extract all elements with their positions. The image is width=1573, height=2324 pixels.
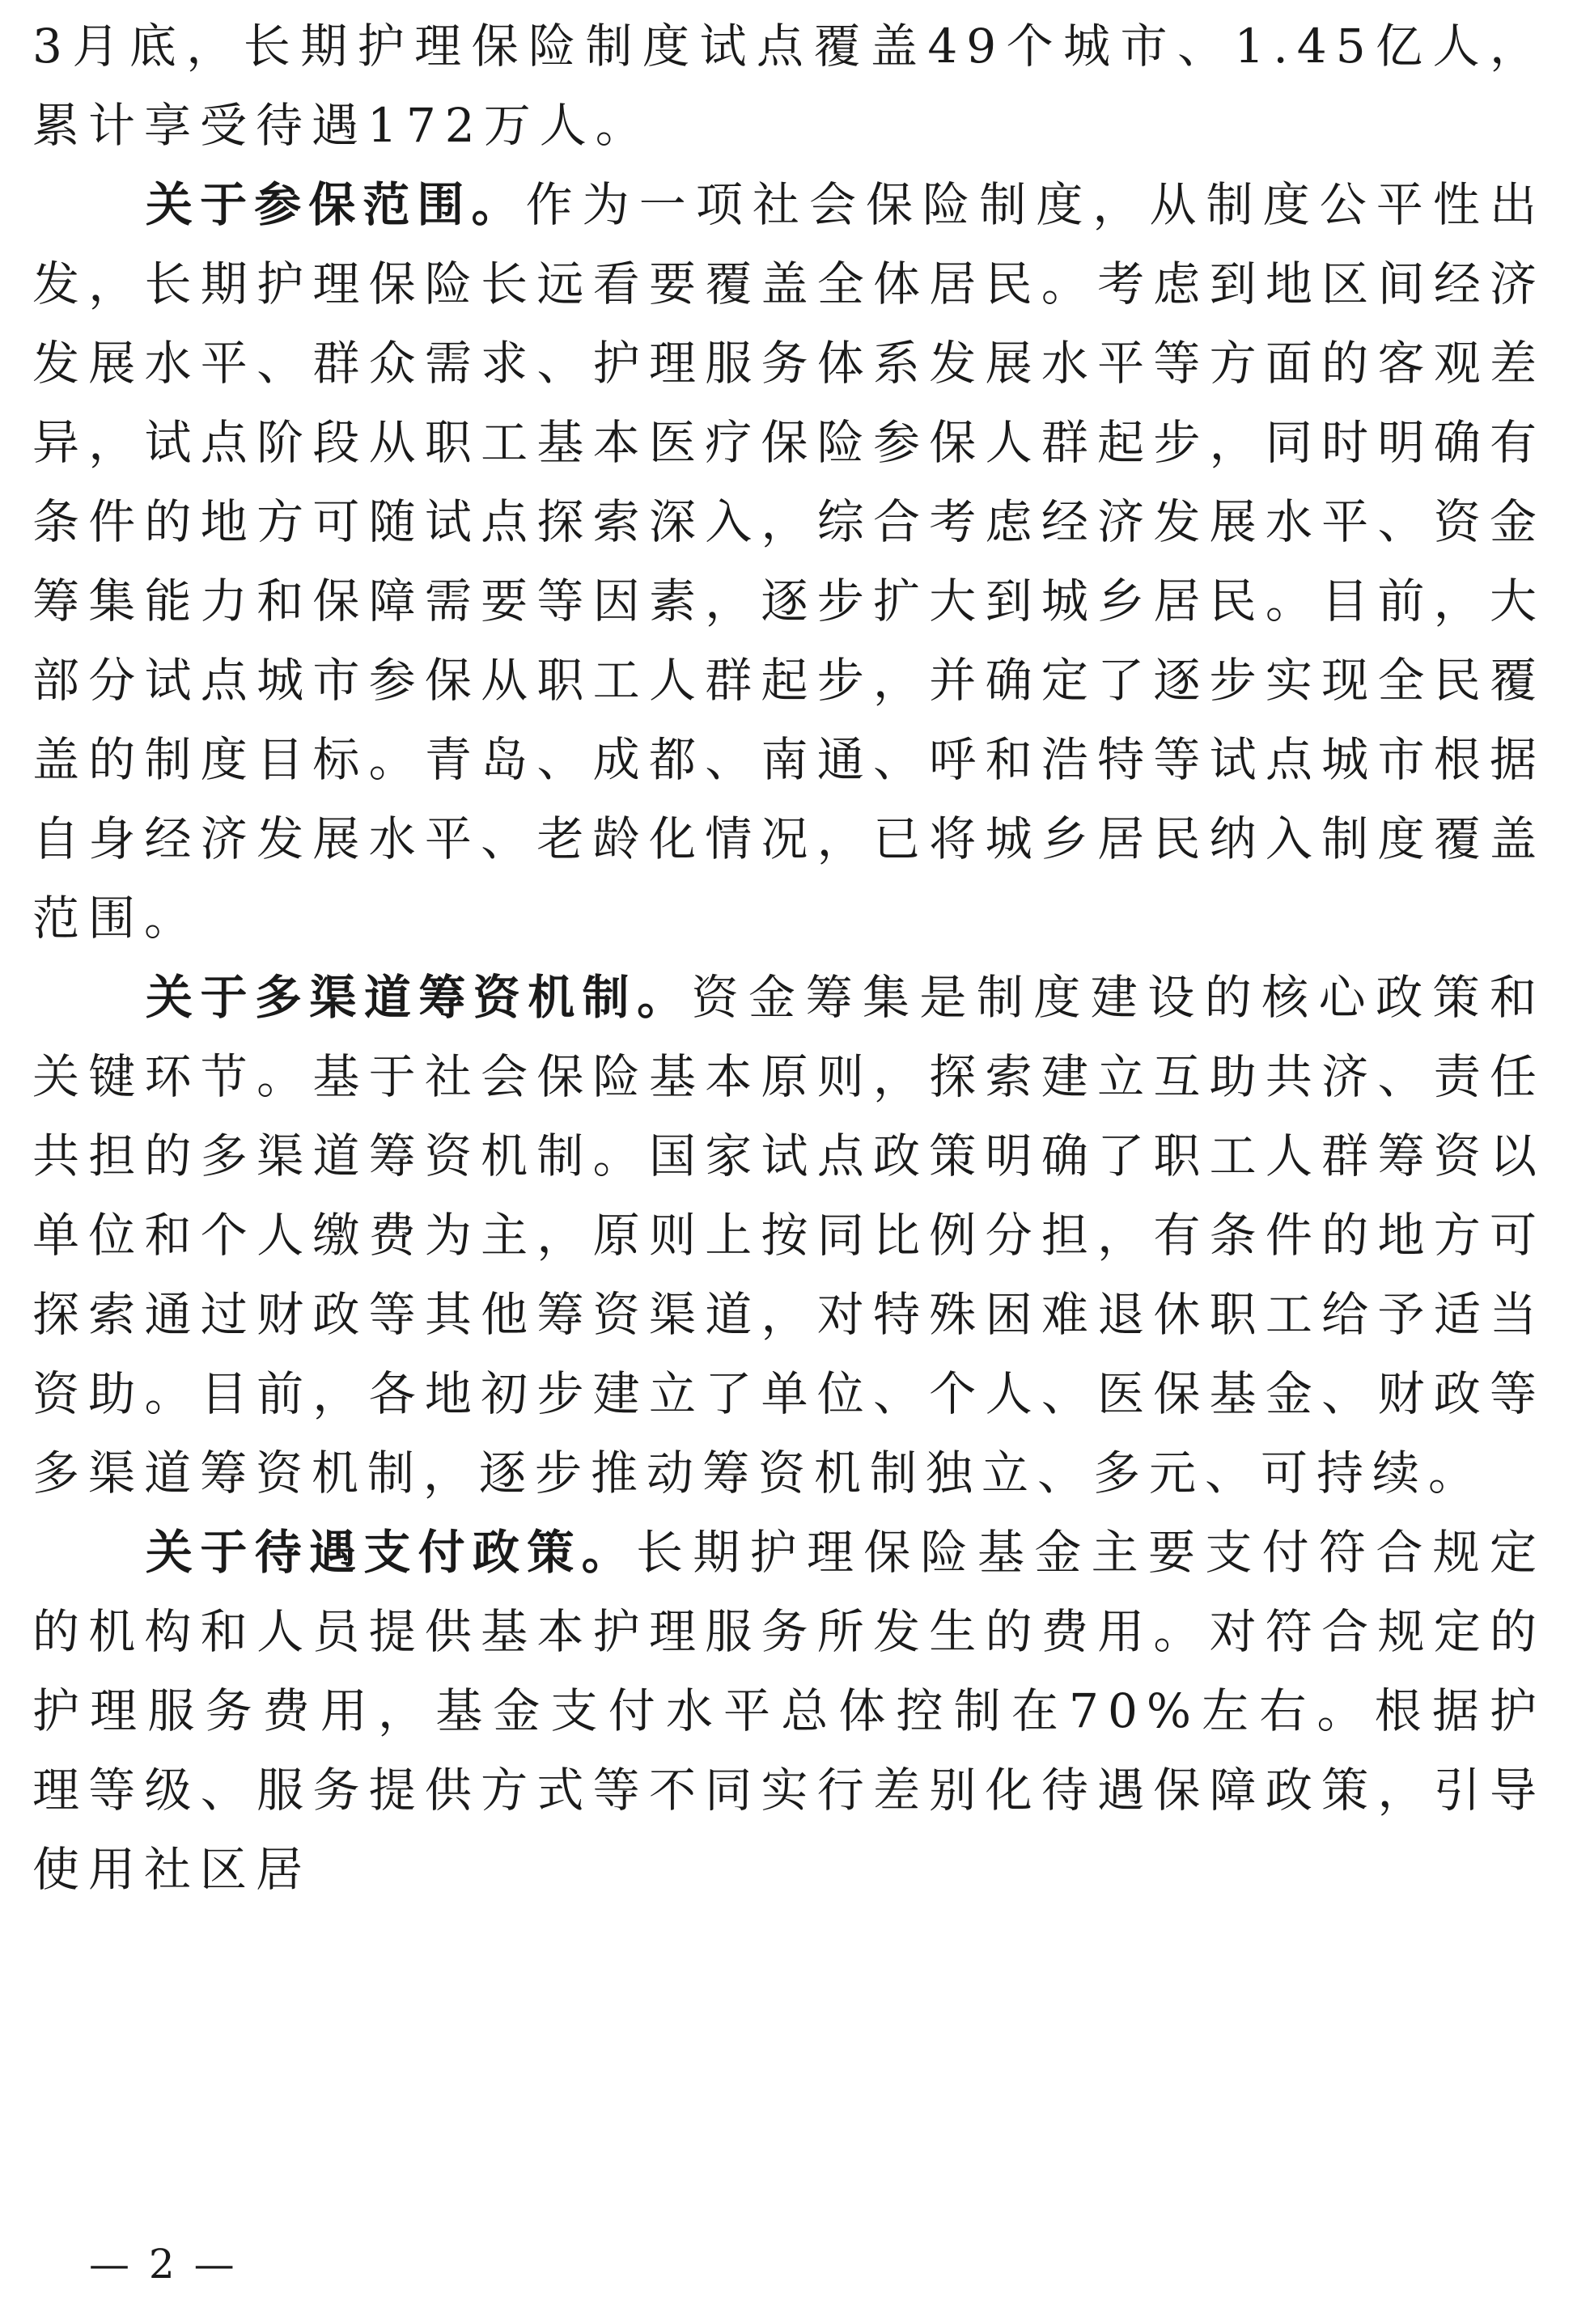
paragraph-4 bbox=[32, 1513, 1545, 1909]
paragraph-3-text: 资金筹集是制度建设的核心政策和关键环节。基于社会保险基本原则，探索建立互助共济、责任共担的多渠道筹资机制。国家试点政策明确了职工人群筹资以单位和个人缴费为主，原则上按同比例分担，有条件的地方可探索通过财政等其他筹资渠道，对特殊困难退休职工给予适当资助。目前，各地初步建立了单位、个人、医保基金、财政等多渠道筹资机制，逐步推动筹资机制独立、多元、可持续。 bbox=[32, 970, 1545, 1501]
paragraph-1-text: 3月底，长期护理保险制度试点覆盖49个城市、1.45亿人，累计享受待遇172万人。 bbox=[32, 19, 1545, 153]
page-number: — 2 — bbox=[89, 2241, 238, 2288]
paragraph-4-text: 长期护理保险基金主要支付符合规定的机构和人员提供基本护理服务所发生的费用。对符合规定的护理服务费用，基金支付水平总体控制在70%左右。根据护理等级、服务提供方式等不同实行差别化待遇保障政策，引导使用社区居 bbox=[32, 1525, 1545, 1897]
paragraph-2 bbox=[32, 165, 1545, 958]
paragraph-2-lead: 关于参保范围。 bbox=[146, 177, 526, 232]
paragraph-3 bbox=[32, 958, 1545, 1513]
document-page bbox=[32, 0, 1545, 1909]
paragraph-4-lead: 关于待遇支付政策。 bbox=[146, 1525, 636, 1580]
paragraph-2-text: 作为一项社会保险制度，从制度公平性出发，长期护理保险长远看要覆盖全体居民。考虑到地区间经济发展水平、群众需求、护理服务体系发展水平等方面的客观差异，试点阶段从职工基本医疗保险参保人群起步，同时明确有条件的地方可随试点探索深入，综合考虑经济发展水平、资金筹集能力和保障需要等因素，逐步扩大到城乡居民。目前，大部分试点城市参保从职工人群起步，并确定了逐步实现全民覆盖的制度目标。青岛、成都、南通、呼和浩特等试点城市根据自身经济发展水平、老龄化情况，已将城乡居民纳入制度覆盖范围。 bbox=[32, 177, 1545, 946]
paragraph-1 bbox=[32, 6, 1545, 165]
paragraph-3-lead: 关于多渠道筹资机制。 bbox=[146, 970, 692, 1025]
